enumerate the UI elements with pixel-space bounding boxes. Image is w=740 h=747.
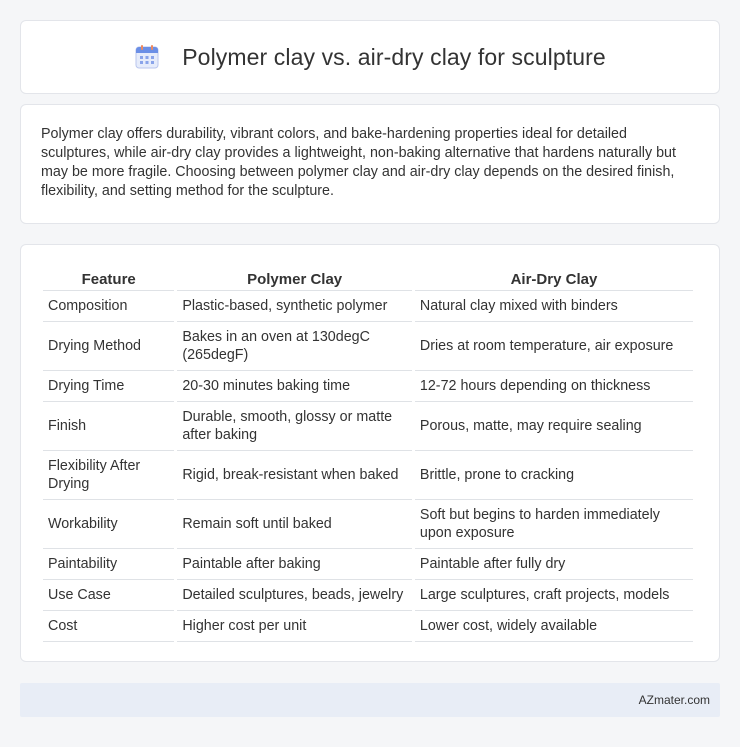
header-feature: Feature bbox=[43, 267, 174, 291]
table-row bbox=[43, 611, 693, 642]
polymer-cell: Durable, smooth, glossy or matte after baking bbox=[177, 402, 412, 451]
table-row bbox=[43, 371, 693, 402]
comparison-card bbox=[20, 244, 720, 662]
table-row bbox=[43, 402, 693, 451]
air-dry-cell: Dries at room temperature, air exposure bbox=[415, 322, 693, 371]
air-dry-cell: Paintable after fully dry bbox=[415, 549, 693, 580]
air-dry-cell: Porous, matte, may require sealing bbox=[415, 402, 693, 451]
title-card bbox=[20, 20, 720, 94]
feature-cell: Drying Time bbox=[43, 371, 174, 402]
feature-cell: Drying Method bbox=[43, 322, 174, 371]
polymer-cell: Plastic-based, synthetic polymer bbox=[177, 291, 412, 322]
air-dry-cell: Large sculptures, craft projects, models bbox=[415, 580, 693, 611]
comparison-table bbox=[40, 267, 696, 642]
feature-cell: Cost bbox=[43, 611, 174, 642]
table-row bbox=[43, 500, 693, 549]
table-row bbox=[43, 549, 693, 580]
air-dry-cell: Natural clay mixed with binders bbox=[415, 291, 693, 322]
feature-cell: Flexibility After Drying bbox=[43, 451, 174, 500]
air-dry-cell: Brittle, prone to cracking bbox=[415, 451, 693, 500]
feature-cell: Composition bbox=[43, 291, 174, 322]
polymer-cell: Detailed sculptures, beads, jewelry bbox=[177, 580, 412, 611]
header-air-dry-clay: Air-Dry Clay bbox=[415, 267, 693, 291]
polymer-cell: Paintable after baking bbox=[177, 549, 412, 580]
feature-cell: Workability bbox=[43, 500, 174, 549]
footer-brand[interactable]: AZmater.com bbox=[638, 693, 710, 707]
table-row bbox=[43, 322, 693, 371]
calendar-icon bbox=[134, 44, 160, 70]
feature-cell: Use Case bbox=[43, 580, 174, 611]
table-row bbox=[43, 291, 693, 322]
table-row bbox=[43, 451, 693, 500]
air-dry-cell: Soft but begins to harden immediately upon exposure bbox=[415, 500, 693, 549]
polymer-cell: Remain soft until baked bbox=[177, 500, 412, 549]
polymer-cell: Bakes in an oven at 130degC (265degF) bbox=[177, 322, 412, 371]
air-dry-cell: Lower cost, widely available bbox=[415, 611, 693, 642]
footer-bar bbox=[20, 683, 720, 717]
polymer-cell: Higher cost per unit bbox=[177, 611, 412, 642]
header-polymer-clay: Polymer Clay bbox=[177, 267, 412, 291]
feature-cell: Paintability bbox=[43, 549, 174, 580]
polymer-cell: 20-30 minutes baking time bbox=[177, 371, 412, 402]
intro-paragraph: Polymer clay offers durability, vibrant colors, and bake-hardening properties ideal for detailed sculptures, while air-dry clay provides a lightweight, non-baking alternative that hardens naturally but may be more fragile. Choosing between polymer clay and air-dry clay depends on the desired finish, flexibility, and setting method for the sculpture. bbox=[41, 126, 676, 199]
intro-card bbox=[20, 104, 720, 224]
feature-cell: Finish bbox=[43, 402, 174, 451]
polymer-cell: Rigid, break-resistant when baked bbox=[177, 451, 412, 500]
air-dry-cell: 12-72 hours depending on thickness bbox=[415, 371, 693, 402]
page-title: Polymer clay vs. air-dry clay for sculpture bbox=[182, 43, 606, 70]
table-row bbox=[43, 580, 693, 611]
table-header-row bbox=[43, 267, 693, 291]
